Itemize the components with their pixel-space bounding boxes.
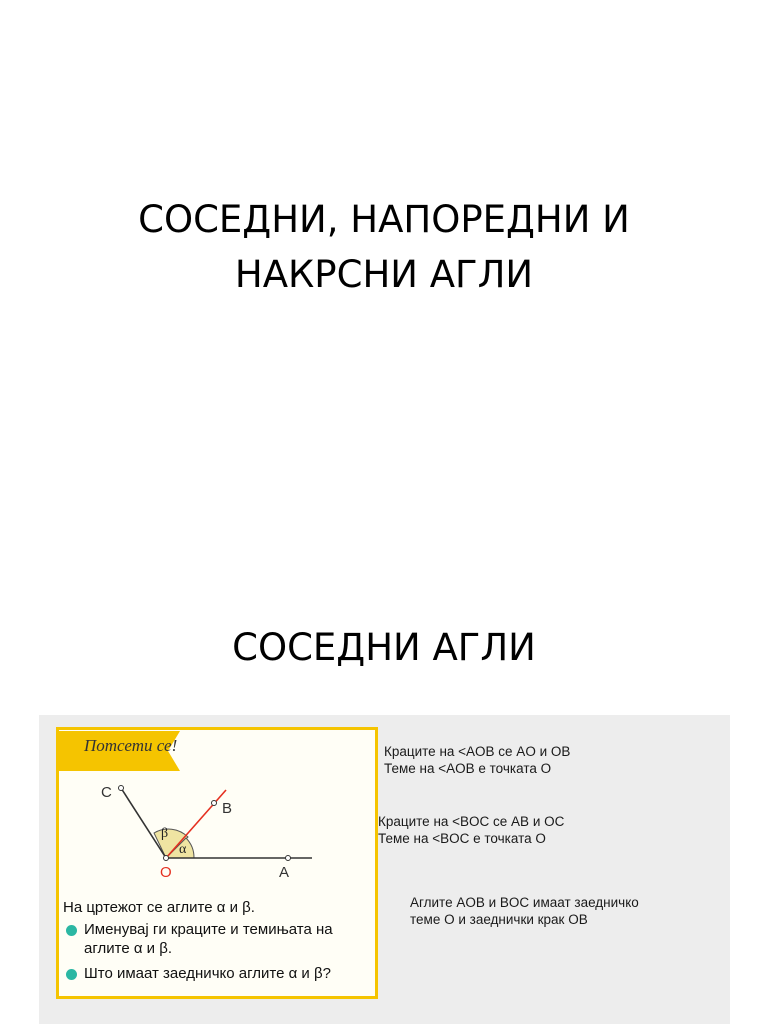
note-aob-line1: Краците на <AOB се AO и OB xyxy=(384,744,571,759)
note-boc xyxy=(378,813,564,847)
note-aob xyxy=(384,743,570,777)
point-b-marker xyxy=(212,801,217,806)
bullet2-text: Што имаат заедничко аглите α и β? xyxy=(84,965,331,982)
note-common-line1: Аглите AOB и BOC имаат заедничко xyxy=(410,895,639,910)
title-line-1: СОСЕДНИ, НАПОРЕДНИ И xyxy=(138,198,630,241)
reminder-tab-label: Потсети се! xyxy=(84,736,178,755)
note-aob-line2: Теме на <AOB е точката О xyxy=(384,761,552,776)
label-c: C xyxy=(101,784,112,801)
label-alpha: α xyxy=(179,842,187,857)
note-boc-line1: Краците на <BOC се AB и OC xyxy=(378,814,565,829)
label-o: O xyxy=(160,864,172,881)
note-boc-line2: Теме на <BOC е точката О xyxy=(378,831,546,846)
ray-ob xyxy=(166,790,226,858)
bullet-dot-2 xyxy=(66,969,77,980)
point-a-marker xyxy=(286,856,291,861)
title-line-2: НАКРСНИ АГЛИ xyxy=(234,253,534,296)
angles-intro-text: На цртежот се аглите α и β. xyxy=(63,899,255,916)
bullet1-line2: аглите α и β. xyxy=(84,940,173,957)
label-beta: β xyxy=(161,826,169,841)
label-b: B xyxy=(222,800,233,817)
point-c-marker xyxy=(119,786,124,791)
ray-oc xyxy=(121,788,169,858)
label-a: A xyxy=(279,864,290,881)
slide-title-2: СОСЕДНИ АГЛИ xyxy=(232,626,536,669)
bullet1-line1: Именувај ги краците и темињата на xyxy=(84,921,333,938)
note-common-line2: теме О и заеднички крак OB xyxy=(410,912,588,927)
bullet-dot-1 xyxy=(66,925,77,936)
vertex-o-marker xyxy=(164,856,169,861)
note-common xyxy=(410,894,639,928)
